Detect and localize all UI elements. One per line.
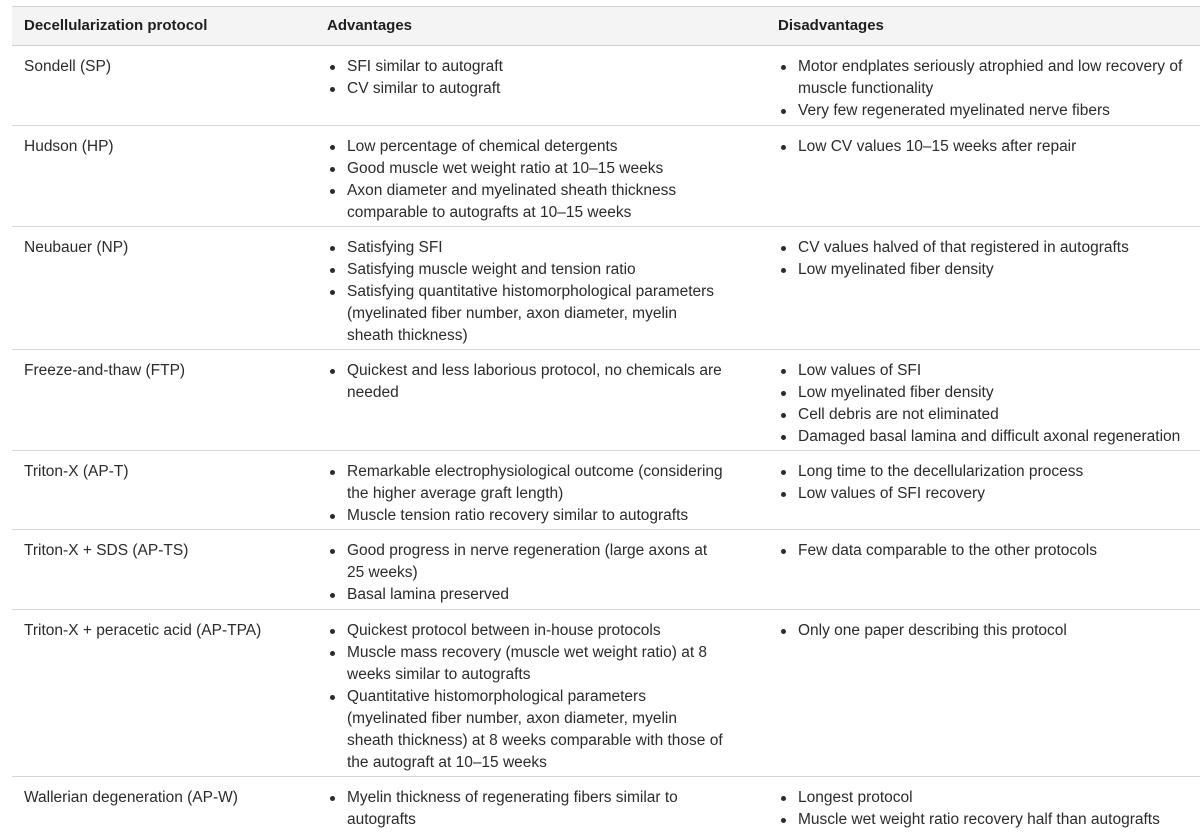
disadvantage-item: Cell debris are not eliminated xyxy=(778,404,1198,426)
table-row xyxy=(12,46,1200,126)
advantage-item: Myelin thickness of regenerating fibers similar to autografts xyxy=(327,787,727,831)
advantage-item: Muscle mass recovery (muscle wet weight ratio) at 8 weeks similar to autografts xyxy=(327,642,727,686)
disadvantage-item: Long time to the decellularization process xyxy=(778,461,1198,483)
advantage-item: Satisfying SFI xyxy=(327,237,727,259)
protocol-name: Triton-X + SDS (AP-TS) xyxy=(24,542,189,559)
disadvantage-item: Longest protocol xyxy=(778,787,1198,809)
disadvantages-list xyxy=(778,136,1198,158)
advantages-list xyxy=(327,461,727,527)
table-row xyxy=(12,350,1200,451)
advantages-list xyxy=(327,360,727,404)
protocol-name: Freeze-and-thaw (FTP) xyxy=(24,362,186,379)
table-row xyxy=(12,227,1200,350)
advantages-list xyxy=(327,787,727,831)
advantages-list xyxy=(327,540,727,606)
disadvantages-list xyxy=(778,360,1198,448)
header-protocol: Decellularization protocol xyxy=(24,17,208,34)
disadvantages-list xyxy=(778,540,1198,562)
advantage-item: Muscle tension ratio recovery similar to autografts xyxy=(327,505,727,527)
table-row xyxy=(12,777,1200,835)
advantage-item: Basal lamina preserved xyxy=(327,584,727,606)
table-body xyxy=(12,46,1200,835)
disadvantages-list xyxy=(778,787,1198,831)
disadvantage-item: Only one paper describing this protocol xyxy=(778,620,1198,642)
table-row xyxy=(12,530,1200,610)
advantage-item: Remarkable electrophysiological outcome (considering the higher average graft length) xyxy=(327,461,727,505)
protocol-name: Hudson (HP) xyxy=(24,138,114,155)
table-row xyxy=(12,610,1200,777)
advantage-item: Good muscle wet weight ratio at 10–15 weeks xyxy=(327,158,727,180)
disadvantage-item: Muscle wet weight ratio recovery half than autografts xyxy=(778,809,1198,831)
table-header xyxy=(12,7,1200,46)
advantage-item: Quickest and less laborious protocol, no chemicals are needed xyxy=(327,360,727,404)
advantages-list xyxy=(327,237,727,347)
protocol-name: Sondell (SP) xyxy=(24,58,112,75)
advantage-item: Good progress in nerve regeneration (large axons at 25 weeks) xyxy=(327,540,727,584)
protocol-comparison-table xyxy=(12,6,1200,835)
disadvantage-item: Very few regenerated myelinated nerve fibers xyxy=(778,100,1198,122)
protocol-name: Triton-X + peracetic acid (AP-TPA) xyxy=(24,622,262,639)
header-disadvantages: Disadvantages xyxy=(778,17,884,34)
disadvantage-item: Low values of SFI recovery xyxy=(778,483,1198,505)
disadvantage-item: Low CV values 10–15 weeks after repair xyxy=(778,136,1198,158)
advantage-item: SFI similar to autograft xyxy=(327,56,727,78)
disadvantages-list xyxy=(778,620,1198,642)
disadvantages-list xyxy=(778,56,1198,122)
advantage-item: Low percentage of chemical detergents xyxy=(327,136,727,158)
advantage-item: Satisfying quantitative histomorphological parameters (myelinated fiber number, axon diameter, myelin sheath thickness) xyxy=(327,281,727,347)
table-row xyxy=(12,126,1200,227)
advantage-item: Quickest protocol between in-house protocols xyxy=(327,620,727,642)
advantage-item: Axon diameter and myelinated sheath thickness comparable to autografts at 10–15 weeks xyxy=(327,180,727,224)
disadvantage-item: Few data comparable to the other protocols xyxy=(778,540,1198,562)
disadvantages-list xyxy=(778,461,1198,505)
disadvantages-list xyxy=(778,237,1198,281)
protocol-name: Triton-X (AP-T) xyxy=(24,463,129,480)
protocol-name: Neubauer (NP) xyxy=(24,239,129,256)
disadvantage-item: CV values halved of that registered in autografts xyxy=(778,237,1198,259)
table-row xyxy=(12,451,1200,530)
advantages-list xyxy=(327,56,727,100)
disadvantage-item: Damaged basal lamina and difficult axonal regeneration xyxy=(778,426,1198,448)
disadvantage-item: Low myelinated fiber density xyxy=(778,259,1198,281)
advantage-item: CV similar to autograft xyxy=(327,78,727,100)
advantage-item: Satisfying muscle weight and tension ratio xyxy=(327,259,727,281)
protocol-name: Wallerian degeneration (AP-W) xyxy=(24,789,238,806)
advantage-item: Quantitative histomorphological parameters (myelinated fiber number, axon diameter, myelin sheath thickness) at 8 weeks comparable with those of the autograft at 10–15 weeks xyxy=(327,686,727,774)
disadvantage-item: Low values of SFI xyxy=(778,360,1198,382)
advantages-list xyxy=(327,620,727,774)
advantages-list xyxy=(327,136,727,224)
disadvantage-item: Low myelinated fiber density xyxy=(778,382,1198,404)
disadvantage-item: Motor endplates seriously atrophied and low recovery of muscle functionality xyxy=(778,56,1198,100)
header-advantages: Advantages xyxy=(327,17,413,34)
